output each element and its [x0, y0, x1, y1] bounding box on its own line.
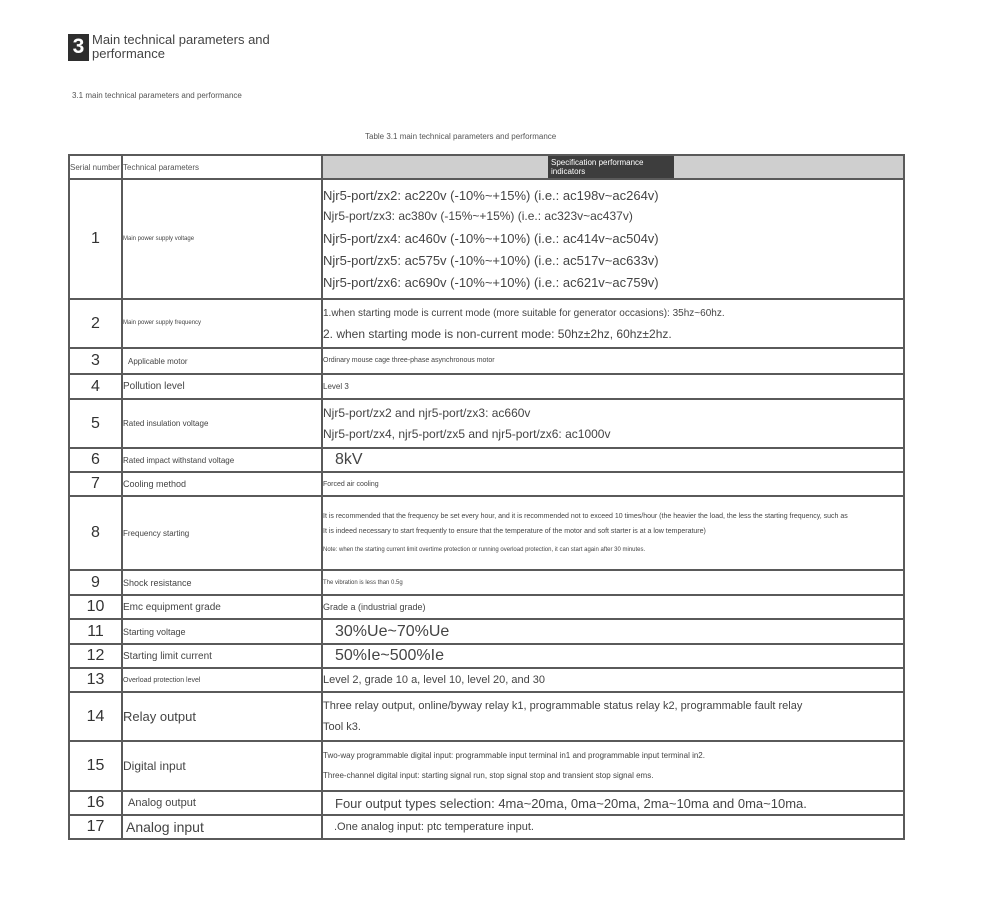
section-title: Main technical parameters and performance — [92, 32, 270, 61]
spec-line: It is recommended that the frequency be set every hour, and it is recommended not to exceed 10 times/hour (the heavier the load, the less the starting frequency, such as — [323, 512, 848, 520]
param-cell: Digital input — [122, 741, 322, 791]
spec-cell: 30%Ue~70%Ue — [322, 619, 904, 644]
spec-line: It is indeed necessary to start frequently to ensure that the temperature of the motor and soft starter is at a low temperature) — [323, 527, 706, 535]
param-cell: Cooling method — [122, 472, 322, 496]
table-row — [69, 570, 904, 595]
spec-cell: Ordinary mouse cage three-phase asynchronous motor — [322, 348, 904, 374]
spec-cell: Grade a (industrial grade) — [322, 595, 904, 619]
param-cell: Shock resistance — [122, 570, 322, 595]
serial-cell: 1 — [69, 179, 122, 299]
spec-line: Njr5-port/zx4, njr5-port/zx5 and njr5-port/zx6: ac1000v — [323, 426, 611, 441]
spec-cell — [322, 496, 904, 570]
serial-cell: 17 — [69, 815, 122, 839]
table-header-row — [69, 155, 904, 179]
param-cell: Main power supply frequency — [122, 299, 322, 348]
spec-cell: .One analog input: ptc temperature input. — [322, 815, 904, 839]
serial-cell: 10 — [69, 595, 122, 619]
param-cell: Analog input — [122, 815, 322, 839]
table-row — [69, 668, 904, 692]
section-number: 3 — [68, 34, 89, 61]
serial-cell: 6 — [69, 448, 122, 472]
spec-cell: 50%Ie~500%Ie — [322, 644, 904, 668]
table-row — [69, 399, 904, 448]
spec-cell: Four output types selection: 4ma~20ma, 0ma~20ma, 2ma~10ma and 0ma~10ma. — [322, 791, 904, 815]
spec-line: 2. when starting mode is non-current mode: 50hz±2hz, 60hz±2hz. — [323, 326, 672, 341]
serial-cell: 4 — [69, 374, 122, 399]
param-cell: Overload protection level — [122, 668, 322, 692]
serial-cell: 9 — [69, 570, 122, 595]
spec-cell: Level 2, grade 10 a, level 10, level 20, and 30 — [322, 668, 904, 692]
spec-line: 1.when starting mode is current mode (more suitable for generator occasions): 35hz~60hz. — [323, 307, 725, 319]
param-cell: Starting voltage — [122, 619, 322, 644]
param-cell: Starting limit current — [122, 644, 322, 668]
serial-cell: 3 — [69, 348, 122, 374]
spec-line: Two-way programmable digital input: programmable input terminal in1 and programmable input terminal in2. — [323, 751, 705, 760]
serial-cell: 14 — [69, 692, 122, 741]
table-row — [69, 448, 904, 472]
table-row — [69, 619, 904, 644]
serial-cell: 13 — [69, 668, 122, 692]
param-cell: Applicable motor — [122, 348, 322, 374]
table-row — [69, 815, 904, 839]
spec-line: Note: when the starting current limit overtime protection or running overload protection, it can start again after 30 minutes. — [323, 546, 646, 553]
serial-cell: 5 — [69, 399, 122, 448]
spec-cell — [322, 299, 904, 348]
spec-cell: 8kV — [322, 448, 904, 472]
spec-line: Njr5-port/zx5: ac575v (-10%~+10%) (i.e.: ac517v~ac633v) — [323, 252, 659, 268]
param-cell: Relay output — [122, 692, 322, 741]
table-row — [69, 791, 904, 815]
parameters-table — [68, 154, 905, 840]
spec-line: Three-channel digital input: starting signal run, stop signal stop and transient stop signal ems. — [323, 771, 654, 780]
spec-line: Njr5-port/zx2 and njr5-port/zx3: ac660v — [323, 405, 531, 420]
header-technical-parameters: Technical parameters — [122, 155, 322, 179]
serial-cell: 16 — [69, 791, 122, 815]
section-header — [68, 33, 292, 61]
spec-cell: The vibration is less than 0.5g — [322, 570, 904, 595]
header-spec-indicators — [322, 155, 904, 179]
header-serial-number: Serial number — [69, 155, 122, 179]
param-cell: Rated impact withstand voltage — [122, 448, 322, 472]
serial-cell: 2 — [69, 299, 122, 348]
serial-cell: 12 — [69, 644, 122, 668]
param-cell: Rated insulation voltage — [122, 399, 322, 448]
table-row — [69, 496, 904, 570]
spec-line: Njr5-port/zx6: ac690v (-10%~+10%) (i.e.: ac621v~ac759v) — [323, 274, 659, 290]
spec-line: Three relay output, online/byway relay k1, programmable status relay k2, programmable fault relay — [323, 699, 803, 712]
table-row — [69, 348, 904, 374]
table-row — [69, 374, 904, 399]
spec-cell: Level 3 — [322, 374, 904, 399]
spec-cell: Forced air cooling — [322, 472, 904, 496]
spec-cell — [322, 692, 904, 741]
subsection-title: 3.1 main technical parameters and performance — [72, 91, 242, 100]
spec-line: Njr5-port/zx2: ac220v (-10%~+15%) (i.e.: ac198v~ac264v) — [323, 187, 659, 203]
table-row — [69, 299, 904, 348]
table-row — [69, 741, 904, 791]
spec-cell — [322, 399, 904, 448]
param-cell: Pollution level — [122, 374, 322, 399]
spec-line: Njr5-port/zx4: ac460v (-10%~+10%) (i.e.: ac414v~ac504v) — [323, 230, 659, 246]
spec-line: Tool k3. — [323, 720, 361, 733]
table-row — [69, 692, 904, 741]
spec-cell — [322, 179, 904, 299]
spec-cell — [322, 741, 904, 791]
param-cell: Analog output — [122, 791, 322, 815]
serial-cell: 8 — [69, 496, 122, 570]
table-row — [69, 595, 904, 619]
table-row — [69, 472, 904, 496]
header-spec-label: Specification performance indicators — [548, 156, 674, 178]
table-row — [69, 644, 904, 668]
serial-cell: 11 — [69, 619, 122, 644]
param-cell: Frequency starting — [122, 496, 322, 570]
param-cell: Main power supply voltage — [122, 179, 322, 299]
spec-line: Njr5-port/zx3: ac380v (-15%~+15%) (i.e.: ac323v~ac437v) — [323, 208, 633, 223]
table-row — [69, 179, 904, 299]
serial-cell: 7 — [69, 472, 122, 496]
serial-cell: 15 — [69, 741, 122, 791]
param-cell: Emc equipment grade — [122, 595, 322, 619]
table-caption: Table 3.1 main technical parameters and performance — [365, 132, 557, 141]
